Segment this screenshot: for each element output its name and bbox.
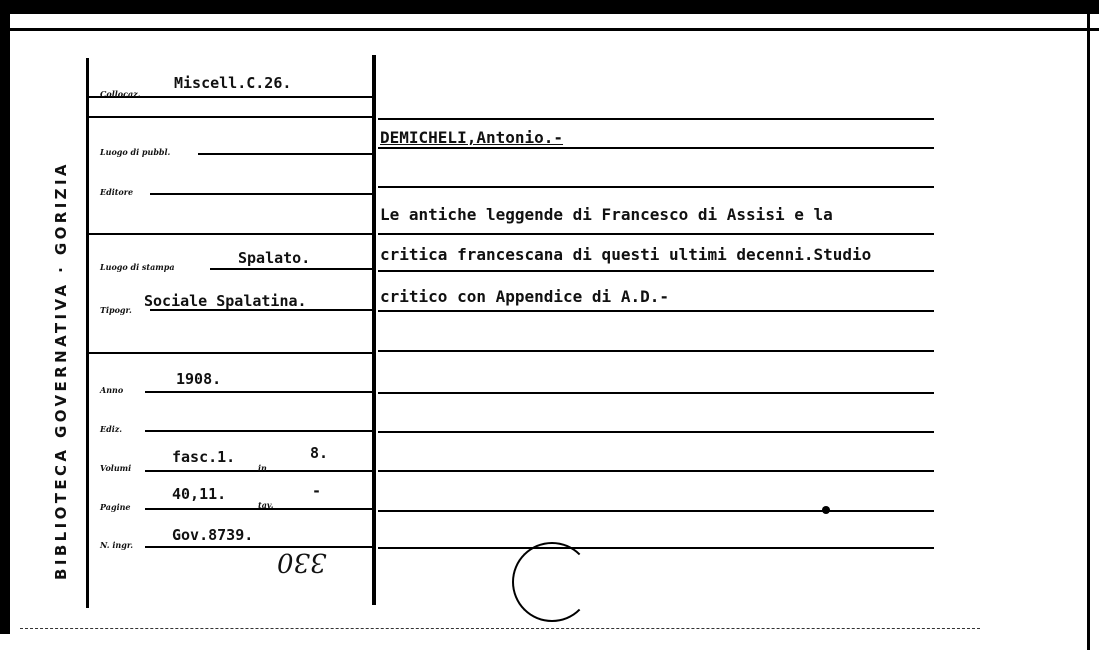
label-volumi: Volumi bbox=[100, 463, 132, 473]
rule-10 bbox=[145, 430, 372, 432]
entry-title-line-1: Le antiche leggende di Francesco di Assisi e la bbox=[380, 205, 833, 224]
rule-r4 bbox=[378, 233, 934, 235]
rule-2 bbox=[88, 116, 372, 118]
rule-4 bbox=[150, 193, 372, 195]
value-pagine: 40,11. bbox=[172, 485, 227, 503]
value-volumi: fasc.1. bbox=[172, 448, 236, 466]
label-num-ingresso: N. ingr. bbox=[100, 540, 134, 550]
value-formato: 8. bbox=[310, 444, 329, 462]
left-margin-line bbox=[86, 58, 89, 608]
top-rule bbox=[0, 28, 1099, 31]
rule-r9 bbox=[378, 431, 934, 433]
label-edizione: Ediz. bbox=[100, 424, 123, 434]
rule-r5 bbox=[378, 270, 934, 272]
entry-title-line-3: critico con Appendice di A.D.- bbox=[380, 287, 669, 306]
label-tavole: tav. bbox=[258, 500, 274, 510]
rule-6 bbox=[210, 268, 372, 270]
label-in: in bbox=[258, 463, 267, 473]
entry-title-line-2: critica francescana di questi ultimi decenni.Studio bbox=[380, 245, 872, 264]
label-pagine: Pagine bbox=[100, 502, 131, 512]
rule-8 bbox=[88, 352, 372, 354]
rule-r6 bbox=[378, 310, 934, 312]
rule-13 bbox=[145, 546, 372, 548]
label-tipografia: Tipogr. bbox=[100, 305, 132, 315]
rule-r3 bbox=[378, 186, 934, 188]
rule-r7 bbox=[378, 350, 934, 352]
value-tipografia: Sociale Spalatina. bbox=[144, 292, 307, 310]
label-luogo-pubbl: Luogo di pubbl. bbox=[100, 147, 171, 157]
column-divider bbox=[372, 55, 376, 605]
rule-r10 bbox=[378, 470, 934, 472]
label-collocazione: Collocaz. bbox=[100, 89, 141, 99]
rule-r8 bbox=[378, 392, 934, 394]
right-edge bbox=[1087, 10, 1090, 650]
top-border bbox=[0, 0, 1099, 14]
value-num-ingresso: Gov.8739. bbox=[172, 526, 254, 544]
rule-3 bbox=[198, 153, 372, 155]
handwritten-number: 330 bbox=[277, 547, 327, 577]
ink-dot bbox=[822, 506, 830, 514]
left-border bbox=[0, 14, 10, 634]
value-luogo-stampa: Spalato. bbox=[238, 249, 311, 267]
label-editore: Editore bbox=[100, 187, 134, 197]
entry-author: DEMICHELI,Antonio.- bbox=[380, 128, 564, 147]
rule-5 bbox=[88, 233, 372, 235]
rule-r12 bbox=[378, 547, 934, 549]
library-stamp: BIBLIOTECA GOVERNATIVA · GORIZIA bbox=[52, 161, 70, 580]
rule-r1 bbox=[378, 118, 934, 120]
rule-r11 bbox=[378, 510, 934, 512]
rule-r2 bbox=[378, 147, 934, 149]
bottom-dashed-rule bbox=[20, 628, 980, 630]
value-collocazione: Miscell.C.26. bbox=[174, 74, 292, 92]
value-anno: 1908. bbox=[176, 370, 222, 388]
rule-9 bbox=[145, 391, 372, 393]
label-anno: Anno bbox=[100, 385, 124, 395]
label-luogo-stampa: Luogo di stampa bbox=[100, 262, 175, 272]
round-stamp bbox=[512, 542, 592, 622]
value-tavole: - bbox=[312, 482, 322, 500]
